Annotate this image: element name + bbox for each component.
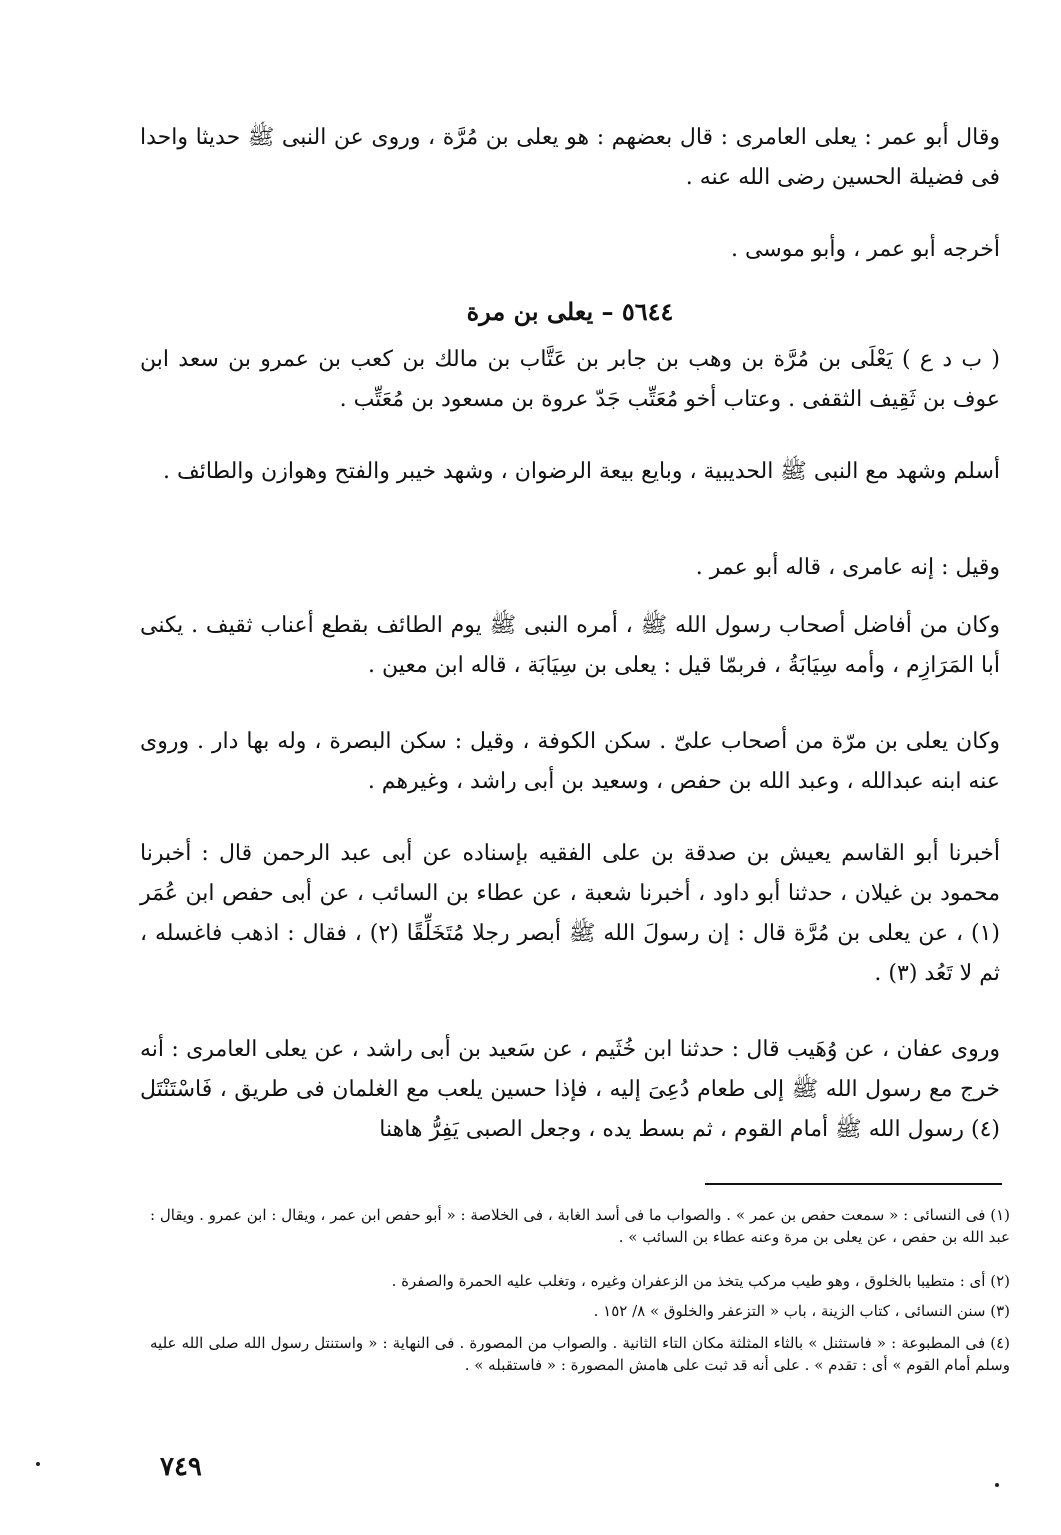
paragraph-kufa: وكان يعلى بن مرّة من أصحاب علىّ . سكن الكوفة ، وقيل : سكن البصرة ، وله بها دار . وروى عنه ابنه عبدالله ، وعبد الله بن حفص ، وسعيد بن أبى راشد ، وغيرهم . xyxy=(140,729,1000,794)
footnote-divider xyxy=(705,1183,1002,1185)
paragraph-islam: أسلم وشهد مع النبى ﷺ الحديبية ، وبايع بيعة الرضوان ، وشهد خيبر والفتح وهوازن والطائف . xyxy=(162,459,1000,484)
footnote-3: (٣) سنن النسائى ، كتاب الزينة ، باب « التزعفر والخلوق » ٨/ ١٥٢ . xyxy=(593,1302,1010,1320)
scan-speck xyxy=(995,1483,999,1487)
paragraph-qila: وقيل : إنه عامرى ، قاله أبو عمر . xyxy=(695,555,1000,580)
footnote-1: (١) فى النسائى : « سمعت حفص بن عمر » . والصواب ما فى أسد الغابة ، فى الخلاصة : « أبو حفص ابن عمر ، ويقال : ابن عمرو . ويقال : عبد الله بن حفص ، عن يعلى بن مرة وعنه عطاء بن السائب » . xyxy=(150,1206,1010,1246)
entry-heading: ٥٦٤٤ – يعلى بن مرة xyxy=(466,297,674,326)
paragraph-hadith-isnad: أخبرنا أبو القاسم يعيش بن صدقة بن على الفقيه بإسناده عن أبى عبد الرحمن قال : أخبرنا محمود بن غيلان ، حدثنا أبو داود ، أخبرنا شعبة ، عن عطاء بن السائب ، عن أبى حفص ابن عُمَر (١) ، عن يعلى بن مُرَّة قال : إن رسولَ الله ﷺ أبصر رجلا مُتَخَلِّقًا (٢) ، فقال : اذهب فاغسله ، ثم لا تَعُد (٣) . xyxy=(140,841,1000,986)
paragraph-takhrij: أخرجه أبو عمر ، وأبو موسى . xyxy=(730,237,1000,262)
paragraph-affan: وروى عفان ، عن وُهَيب قال : حدثنا ابن خُثَيم ، عن سَعيد بن أبى راشد ، عن يعلى العامرى : أنه خرج مع رسول الله ﷺ إلى طعام دُعِىَ إليه ، فإذا حسين يلعب مع الغلمان فى طريق ، فَاسْتَنْتَل (٤) رسول الله ﷺ أمام القوم ، ثم بسط يده ، وجعل الصبى يَفِرُّ هاهنا xyxy=(140,1037,1000,1142)
page-number: ٧٤٩ xyxy=(160,1452,202,1482)
paragraph-amiri-note: وقال أبو عمر : يعلى العامرى : قال بعضهم : هو يعلى بن مُرَّة ، وروى عن النبى ﷺ حديثا واحدا فى فضيلة الحسين رضى الله عنه . xyxy=(140,125,1000,190)
scan-speck xyxy=(36,1462,40,1466)
footnote-4: (٤) فى المطبوعة : « فاستثنل » بالثاء المثلثة مكان التاء الثانية . والصواب من المصورة . فى النهاية : « واستنتل رسول الله صلى الله عليه وسلم أمام القوم » أى : تقدم » . على أنه قد ثبت على هامش المصورة : « فاستقبله » . xyxy=(150,1334,1010,1374)
paragraph-virtues: وكان من أفاضل أصحاب رسول الله ﷺ ، أمره النبى ﷺ يوم الطائف بقطع أعناب ثقيف . يكنى أبا المَرَازِم ، وأمه سِيَابَةُ ، فربمّا قيل : يعلى بن سِيَابَة ، قاله ابن معين . xyxy=(140,613,1000,678)
paragraph-lineage: ( ب د ع ) يَعْلَى بن مُرَّة بن وهب بن جابر بن عَتَّاب بن مالك بن كعب بن عمرو بن سعد ابن عوف بن ثَقِيف الثقفى . وعتاب أخو مُعَتِّب جَدّ عروة بن مسعود بن مُعَتِّب . xyxy=(140,347,1000,412)
footnote-2: (٢) أى : متطيبا بالخلوق ، وهو طيب مركب يتخذ من الزعفران وغيره ، وتغلب عليه الحمرة والصفرة . xyxy=(391,1272,1010,1290)
